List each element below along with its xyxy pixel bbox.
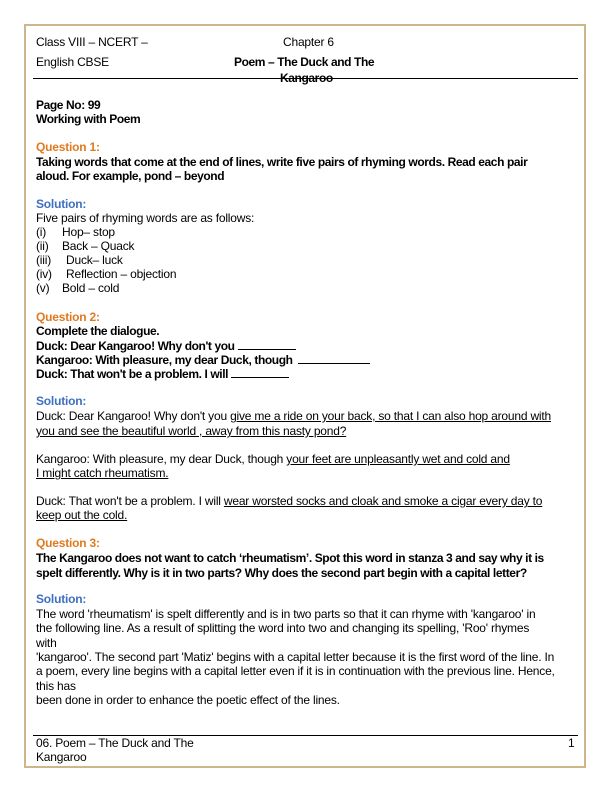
answer-text: Duck: Dear Kangaroo! Why don't you (36, 409, 231, 423)
list-item-number: (v) (36, 281, 50, 295)
solution-line: 'kangaroo'. The second part 'Matiz' begins with a capital letter because it is the first word of the line. In (36, 649, 555, 664)
answer-fill: wear worsted socks and cloak and smoke a cigar every day to (223, 494, 543, 508)
list-item-number: (i) (36, 225, 47, 239)
answer-2-cont: I might catch rheumatism. (36, 466, 169, 480)
q3-text-cont: spelt differently. Why is it in two parts? Why does the second part begin with a capital letter? (36, 566, 527, 580)
list-item-number: (iv) (36, 267, 52, 281)
list-item: Hop– stop (62, 225, 115, 239)
header-title-cont: Kangaroo (280, 71, 333, 85)
footer-title: 06. Poem – The Duck and The (36, 736, 194, 750)
q1-solution-label: Solution: (36, 197, 87, 211)
header-divider (33, 78, 578, 79)
solution-line: with (36, 635, 57, 650)
footer-page-number: 1 (568, 736, 575, 750)
answer-fill: give me a ride on your back, so that I can also hop around with (230, 409, 551, 423)
q3-label: Question 3: (36, 536, 100, 550)
header-class: Class VIII – NCERT – (36, 35, 148, 49)
header-board: English CBSE (36, 55, 109, 69)
solution-line: a poem, every line begins with a capital letter even if it is in continuation with the previous line. Hence, (36, 664, 555, 679)
blank (238, 338, 296, 350)
q1-label: Question 1: (36, 140, 100, 154)
q2-kangaroo-line (36, 352, 370, 367)
q2-solution-label: Solution: (36, 394, 87, 408)
list-item: Duck– luck (66, 253, 123, 267)
answer-fill: your feet are unpleasantly wet and cold and (286, 452, 510, 466)
answer-text: Kangaroo: With pleasure, my dear Duck, though (36, 452, 287, 466)
list-item: Bold – cold (62, 281, 120, 295)
header-title: Poem – The Duck and The (234, 55, 375, 69)
q2-kangaroo-text: Kangaroo: With pleasure, my dear Duck, though (36, 353, 293, 367)
solution-line: this has (36, 678, 76, 693)
q2-label: Question 2: (36, 310, 100, 324)
list-item: Back – Quack (62, 239, 135, 253)
solution-line: The word 'rheumatism' is spelt differently and is in two parts so that it can rhyme with 'kangaroo' in (36, 607, 536, 621)
list-item-number: (ii) (36, 239, 49, 253)
q3-solution-label: Solution: (36, 592, 87, 606)
blank (298, 352, 370, 364)
q3-text: The Kangaroo does not want to catch ‘rheumatism’. Spot this word in stanza 3 and say why it is (36, 551, 544, 565)
q2-duck-text: Duck: Dear Kangaroo! Why don't you (36, 339, 235, 353)
list-item-number: (iii) (36, 253, 51, 267)
list-item: Reflection – objection (66, 267, 177, 281)
answer-3-cont: keep out the cold. (36, 508, 128, 522)
q1-solution-intro: Five pairs of rhyming words are as follows: (36, 211, 255, 225)
answer-2 (36, 452, 510, 466)
q2-text: Complete the dialogue. (36, 324, 160, 338)
footer-title-cont: Kangaroo (36, 750, 87, 764)
header-chapter: Chapter 6 (283, 35, 334, 49)
answer-text: Duck: That won't be a problem. I will (36, 494, 224, 508)
answer-1-cont: you and see the beautiful world , away from this nasty pond? (36, 424, 347, 438)
solution-line: the following line. As a result of splitting the word into two and changing its spelling, 'Roo' rhymes (36, 621, 530, 636)
page-number: Page No: 99 (36, 98, 101, 112)
answer-1 (36, 409, 551, 423)
solution-line: been done in order to enhance the poetic effect of the lines. (36, 692, 340, 707)
section-title: Working with Poem (36, 112, 141, 126)
blank (231, 366, 289, 378)
q2-duck-line-2 (36, 366, 289, 381)
q2-duck-line (36, 338, 296, 353)
q1-text-cont: aloud. For example, pond – beyond (36, 169, 225, 183)
answer-3 (36, 494, 542, 508)
q2-duck-text-2: Duck: That won't be a problem. I will (36, 367, 229, 381)
q1-text: Taking words that come at the end of lines, write five pairs of rhyming words. Read each pair (36, 155, 528, 169)
